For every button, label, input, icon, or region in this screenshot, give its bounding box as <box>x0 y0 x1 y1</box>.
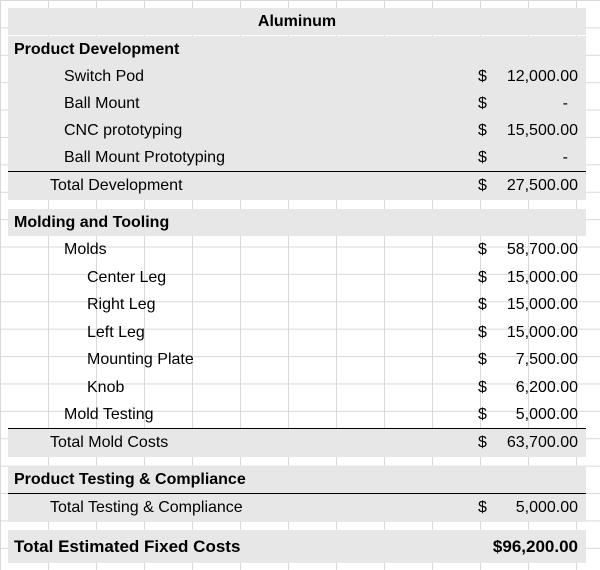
grand-total-label: Total Estimated Fixed Costs <box>14 536 241 556</box>
grand-total-row[interactable] <box>8 530 586 563</box>
row-amount: 7,500.00 <box>515 350 578 368</box>
table-row[interactable] <box>8 346 586 373</box>
table-row[interactable] <box>8 117 586 144</box>
row-amount: 15,500.00 <box>506 121 578 139</box>
grand-total-amount: $96,200.00 <box>492 536 578 556</box>
currency-symbol: $ <box>478 240 487 258</box>
row-label: Switch Pod <box>64 67 145 85</box>
currency-symbol: $ <box>478 121 487 139</box>
table-row[interactable] <box>8 90 586 117</box>
row-label: Mounting Plate <box>87 350 194 368</box>
row-label: CNC prototyping <box>64 121 183 139</box>
row-label: Center Leg <box>87 268 167 286</box>
row-label: Knob <box>87 378 125 396</box>
total-row[interactable] <box>8 171 586 200</box>
row-label: Ball Mount Prototyping <box>64 148 225 166</box>
column-header-aluminum: Aluminum <box>257 12 337 30</box>
currency-symbol: $ <box>478 67 487 85</box>
currency-symbol: $ <box>478 378 487 396</box>
section-title-molding-tooling: Molding and Tooling <box>14 213 170 231</box>
row-label: Mold Testing <box>64 405 154 423</box>
table-row[interactable] <box>8 401 586 428</box>
row-label: Right Leg <box>87 295 156 313</box>
currency-symbol: $ <box>478 148 487 166</box>
row-amount: 15,000.00 <box>506 295 578 313</box>
currency-symbol: $ <box>478 323 487 341</box>
currency-symbol: $ <box>478 434 487 451</box>
currency-symbol: $ <box>478 177 487 194</box>
row-label: Molds <box>64 240 107 258</box>
section-title-testing-compliance: Product Testing & Compliance <box>14 470 246 488</box>
table-row[interactable] <box>8 264 586 291</box>
row-label: Left Leg <box>87 323 145 341</box>
section-header-row[interactable] <box>8 36 586 63</box>
table-row[interactable] <box>8 374 586 401</box>
row-amount: 5,000.00 <box>515 405 578 423</box>
currency-symbol: $ <box>478 94 487 112</box>
row-amount: 12,000.00 <box>506 67 578 85</box>
total-amount: 27,500.00 <box>506 177 578 194</box>
row-amount: 15,000.00 <box>506 268 578 286</box>
total-label: Total Mold Costs <box>50 434 169 451</box>
row-label: Ball Mount <box>64 94 140 112</box>
total-amount: 63,700.00 <box>506 434 578 451</box>
total-amount: 5,000.00 <box>515 499 578 516</box>
table-row[interactable] <box>8 291 586 318</box>
row-amount: 6,200.00 <box>515 378 578 396</box>
table-row[interactable] <box>8 144 586 171</box>
table-row[interactable] <box>8 319 586 346</box>
row-amount: - <box>562 148 568 166</box>
total-row[interactable] <box>8 428 586 457</box>
currency-symbol: $ <box>478 405 487 423</box>
section-header-row[interactable] <box>8 209 586 236</box>
table-row[interactable] <box>8 236 586 263</box>
total-label: Total Development <box>50 177 183 194</box>
currency-symbol: $ <box>478 350 487 368</box>
section-title-product-development: Product Development <box>14 40 180 58</box>
column-header-row[interactable] <box>8 8 586 35</box>
currency-symbol: $ <box>478 295 487 313</box>
total-row[interactable] <box>8 493 586 522</box>
row-amount: 58,700.00 <box>506 240 578 258</box>
section-header-row[interactable] <box>8 466 586 493</box>
table-row[interactable] <box>8 63 586 90</box>
currency-symbol: $ <box>478 499 487 516</box>
currency-symbol: $ <box>478 268 487 286</box>
row-amount: - <box>562 94 568 112</box>
row-amount: 15,000.00 <box>506 323 578 341</box>
total-label: Total Testing & Compliance <box>50 499 243 516</box>
